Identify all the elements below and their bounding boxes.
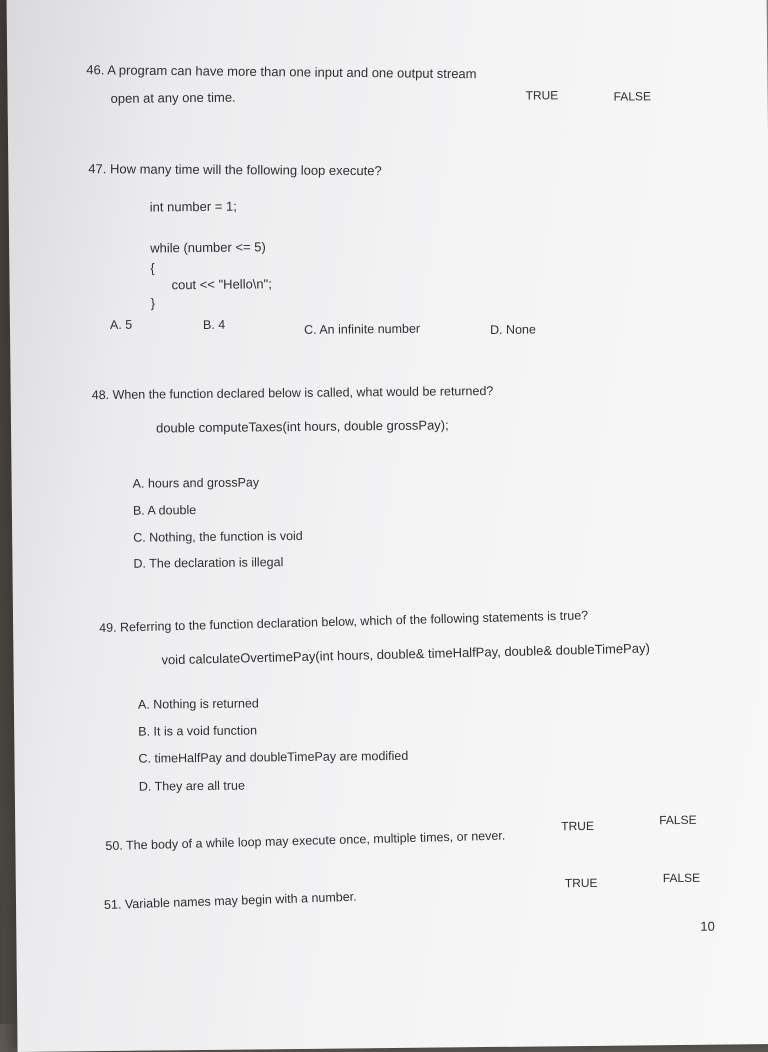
question-48-code: double computeTaxes(int hours, double grossPay);	[155, 417, 449, 436]
question-47-code-line2: while (number <= 5)	[150, 239, 266, 256]
question-47-code-line4: cout << "Hello\n";	[171, 276, 272, 293]
question-46-text-line2: open at any one time.	[110, 89, 236, 106]
question-48-option-d: D. The declaration is illegal	[133, 555, 284, 571]
question-47-option-a: A. 5	[109, 317, 133, 332]
question-50-text: 50. The body of a while loop may execute once, multiple times, or never.	[105, 828, 506, 854]
question-47-code-line1: int number = 1;	[149, 198, 237, 215]
question-50-false-option: FALSE	[659, 812, 697, 828]
page-number: 10	[700, 918, 715, 934]
question-49-option-c: C. timeHalfPay and doubleTimePay are modified	[138, 748, 409, 766]
question-48-option-a: A. hours and grossPay	[132, 475, 260, 491]
question-50-true-option: TRUE	[561, 818, 594, 834]
question-51-false-option: FALSE	[662, 870, 701, 886]
question-49-option-d: D. They are all true	[138, 778, 245, 794]
exam-page	[6, 0, 768, 1052]
question-49-option-b: B. It is a void function	[138, 723, 258, 739]
question-49-code: void calculateOvertimePay(int hours, double& timeHalfPay, double& doubleTimePay)	[161, 640, 650, 668]
question-48-option-b: B. A double	[132, 503, 197, 518]
question-47-code-line3: {	[150, 260, 155, 276]
question-47-option-c: C. An infinite number	[303, 321, 421, 337]
question-48-prompt: 48. When the function declared below is called, what would be returned?	[91, 383, 494, 403]
question-47-option-d: D. None	[489, 322, 536, 337]
question-51-text: 51. Variable names may begin with a number.	[103, 889, 357, 913]
question-46-false-option: FALSE	[613, 89, 652, 104]
question-47-code-line5: }	[150, 295, 156, 311]
question-47-prompt: 47. How many time will the following loop execute?	[88, 161, 382, 179]
question-46-text-line1: 46. A program can have more than one input and one output stream	[86, 62, 477, 82]
question-47-option-b: B. 4	[202, 317, 226, 332]
question-51-true-option: TRUE	[564, 875, 598, 891]
question-48-option-c: C. Nothing, the function is void	[133, 528, 303, 545]
question-49-prompt: 49. Referring to the function declaration below, which of the following statements is true?	[98, 608, 589, 636]
question-46-true-option: TRUE	[525, 88, 559, 103]
question-49-option-a: A. Nothing is returned	[137, 696, 259, 712]
